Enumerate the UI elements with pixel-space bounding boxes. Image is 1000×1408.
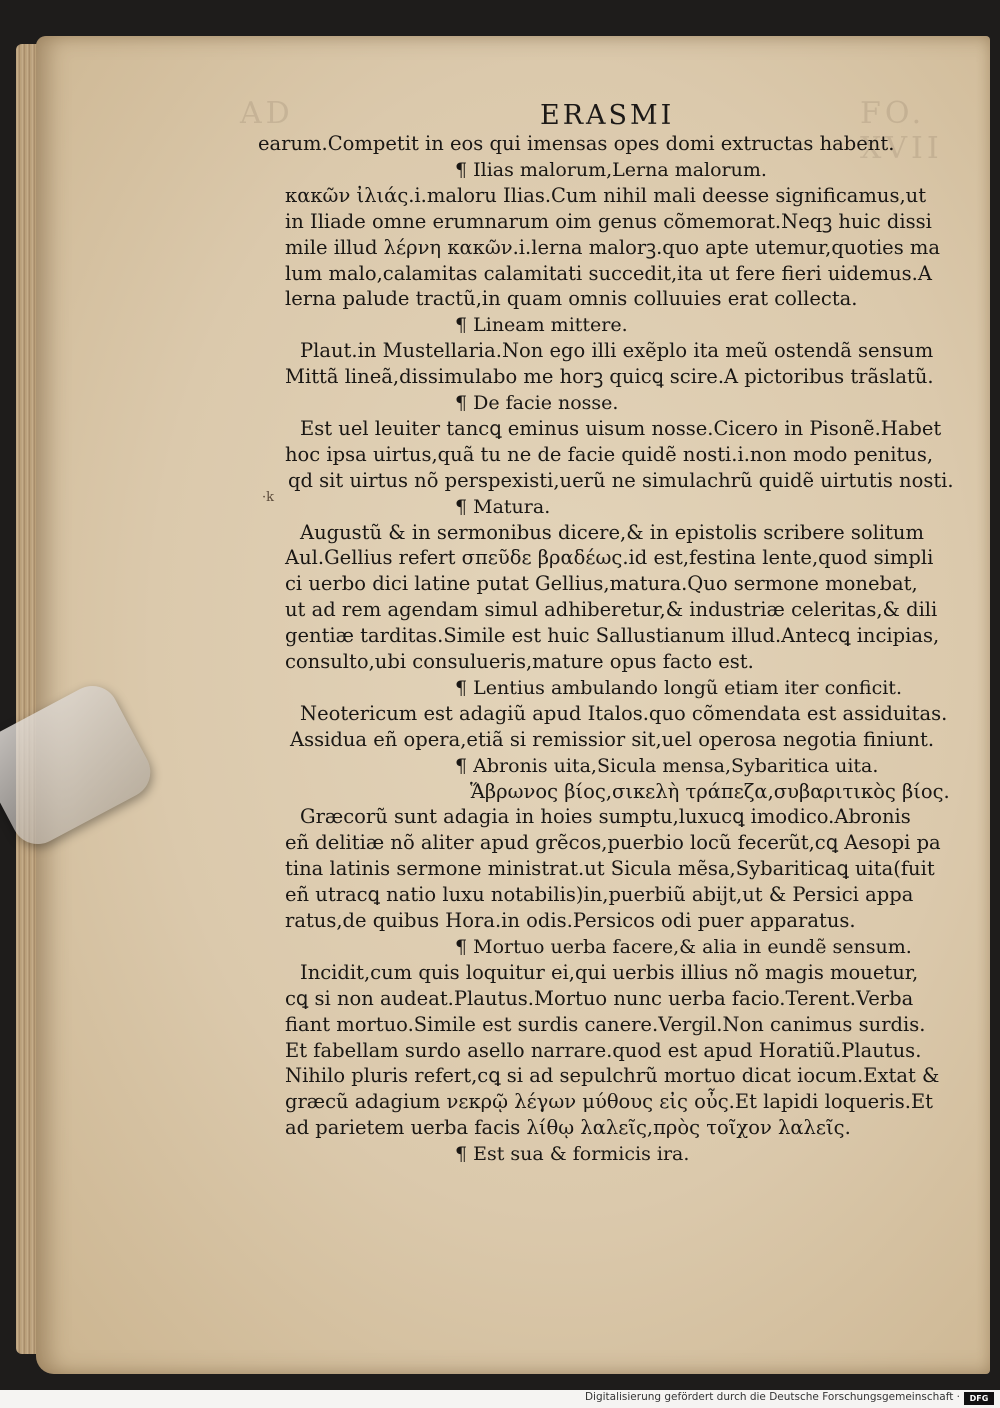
text-line: eñ utracꝗ natio luxu notabilis)in,puerbiũ abijt,ut & Persici appa xyxy=(285,883,914,907)
show-through-left: AD xyxy=(240,96,294,131)
text-line: gentiæ tarditas.Simile est huic Sallustianum illud.Antecꝗ incipias, xyxy=(285,624,940,648)
text-line: lum malo,calamitas calamitati succedit,ita ut fere fieri uidemus.A xyxy=(285,261,932,285)
text-line: consulto,ubi consulueris,mature opus facto est. xyxy=(285,650,754,673)
adage-heading: ¶ Lentius ambulando longũ etiam iter conficit. xyxy=(455,676,902,699)
text-line: lerna palude tractũ,in quam omnis colluuies erat collecta. xyxy=(285,287,858,311)
adage-heading: ¶ Lineam mittere. xyxy=(455,314,628,337)
text-line: Et fabellam surdo asello narrare.quod est apud Horatiũ.Plautus. xyxy=(285,1038,922,1062)
text-line: Incidit,cum quis loquitur ei,qui uerbis illius nõ magis mouetur, xyxy=(300,960,919,984)
text-line: Aul.Gellius refert σπεῦδε βραδέως.id est,festina lente,quod simpli xyxy=(285,546,934,570)
show-through-right: FO. XVII xyxy=(860,96,943,166)
text-line: ci uerbo dici latine putat Gellius,matura.Quo sermone monebat, xyxy=(285,572,918,596)
adage-heading: ¶ Abronis uita,Sicula mensa,Sybaritica uita. xyxy=(455,754,879,777)
text-line: Plaut.in Mustellaria.Non ego illi exẽplo ita meũ ostendã sensum xyxy=(300,339,934,363)
text-line: Augustũ & in sermonibus dicere,& in epistolis scribere solitum xyxy=(300,520,924,544)
adage-heading: ¶ Matura. xyxy=(455,495,551,518)
text-line: Est uel leuiter tancꝗ eminus uisum nosse.Cicero in Pisonẽ.Habet xyxy=(300,416,942,440)
adage-heading: ¶ De facie nosse. xyxy=(455,392,619,414)
text-line: ratus,de quibus Hora.in odis.Persicos odi puer apparatus. xyxy=(285,909,856,932)
adage-heading: ¶ Ilias malorum,Lerna malorum. xyxy=(455,158,767,181)
text-line: κακῶν ἰλιάς.i.maloru Ilias.Cum nihil mali deesse significamus,ut xyxy=(285,183,927,207)
text-line: Græcorũ sunt adagia in hoies sumptu,luxucꝗ imodico.Abronis xyxy=(300,805,911,829)
text-line: hoc ipsa uirtus,quã tu ne de facie quidẽ nosti.i.non modo penitus, xyxy=(285,442,934,466)
running-title: ERASMI xyxy=(540,100,675,131)
text-line: eñ delitiæ nõ aliter apud grẽcos,puerbio locũ fecerũt,cꝗ Aesopi pa xyxy=(285,831,941,855)
text-line: qd sit uirtus nõ perspexisti,uerũ ne simulachrũ quidẽ uirtutis nosti. xyxy=(288,468,954,492)
text-line: cꝗ si non audeat.Plautus.Mortuo nunc uerba facio.Terent.Verba xyxy=(285,986,914,1010)
text-line: ut ad rem agendam simul adhiberetur,& industriæ celeritas,& dili xyxy=(285,598,938,622)
text-line: in Iliade omne erumnarum oim genus cõmemorat.Neqꝫ huic dissi xyxy=(285,209,932,233)
margin-note: ·k xyxy=(262,490,275,505)
text-line: tina latinis sermone ministrat.ut Sicula mẽsa,Sybariticaꝗ uita(fuit xyxy=(285,857,935,881)
text-line: earum.Competit in eos qui imensas opes domi extructas habent. xyxy=(258,132,895,155)
text-line: Ἅβρωνος βίος,σικελὴ τράπεζα,συβαριτικὸς βίος. xyxy=(470,779,950,803)
adage-heading: ¶ Mortuo uerba facere,& alia in eundẽ sensum. xyxy=(455,935,912,958)
adage-heading: ¶ Est sua & formicis ira. xyxy=(455,1143,690,1166)
text-line: græcũ adagium νεκρῷ λέγων μύθους εἰς οὖς.Et lapidi loqueris.Et xyxy=(285,1090,934,1114)
text-line: Neotericum est adagiũ apud Italos.quo cõmendata est assiduitas. xyxy=(300,701,948,725)
footer-credit: Digitalisierung gefördert durch die Deutsche Forschungsgemeinschaft · xyxy=(584,1391,960,1403)
text-line: fiant mortuo.Simile est surdis canere.Vergil.Non canimus surdis. xyxy=(285,1012,926,1036)
text-line: Assidua eñ opera,etiã si remissior sit,uel operosa negotia finiunt. xyxy=(290,727,935,751)
text-line: Mittã lineã,dissimulabo me horꝫ quicꝗ scire.A pictoribus trãslatũ. xyxy=(285,365,934,389)
dfg-logo: DFG xyxy=(964,1392,994,1405)
text-line: ad parietem uerba facis λίθῳ λαλεῖς,πρὸς τοῖχον λαλεῖς. xyxy=(285,1116,851,1140)
text-line: Nihilo pluris refert,cꝗ si ad sepulchrũ mortuo dicat iocum.Extat & xyxy=(285,1064,940,1088)
text-line: mile illud λέρνη κακῶν.i.lerna malorꝫ.quo apte utemur,quoties ma xyxy=(285,235,941,259)
